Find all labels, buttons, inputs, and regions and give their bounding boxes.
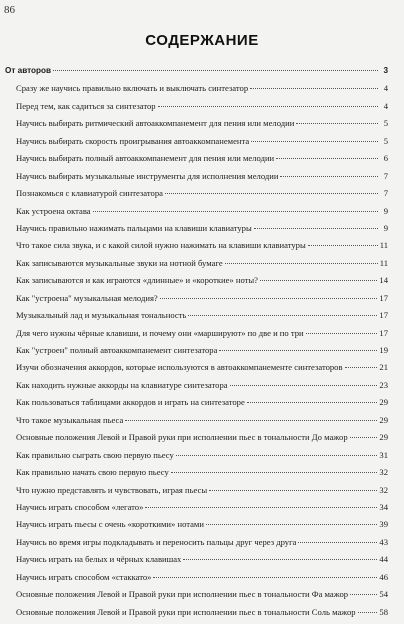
toc-entry-page: 21 — [379, 362, 388, 373]
toc-entry-title: Как правильно начать свою первую пьесу — [16, 467, 169, 478]
toc-entry-title: Научись выбирать скорость проигрывания автоаккомпанемента — [16, 135, 250, 146]
toc-entry-title: Научись выбирать музыкальные инструменты для исполнения мелодии — [16, 170, 279, 181]
toc-entry-page: 14 — [379, 275, 388, 286]
toc-entry-title: Как записываются и как играются «длинные» и «короткие» ноты? — [16, 275, 258, 286]
toc-entry-title: От авторов — [5, 66, 52, 75]
toc-entry-title: Перед тем, как садиться за синтезатор — [16, 100, 156, 111]
toc-dot-leader — [158, 106, 378, 107]
toc-entry — [5, 136, 388, 153]
toc-entry — [5, 223, 388, 240]
toc-entry-page: 29 — [379, 397, 388, 408]
toc-entry-page: 6 — [383, 153, 388, 164]
page-title: СОДЕРЖАНИЕ — [145, 32, 259, 49]
toc-entry-page: 3 — [383, 66, 388, 75]
toc-dot-leader — [145, 507, 377, 508]
toc-entry — [5, 101, 388, 118]
toc-entry — [5, 537, 388, 554]
toc-dot-leader — [160, 298, 378, 299]
toc-entry — [5, 572, 388, 589]
toc-entry — [5, 206, 388, 223]
toc-entry — [5, 66, 388, 83]
toc-entry — [5, 554, 388, 571]
table-of-contents — [5, 66, 388, 624]
toc-dot-leader — [93, 211, 378, 212]
toc-dot-leader — [345, 367, 378, 368]
toc-dot-leader — [350, 437, 378, 438]
toc-entry-title: Для чего нужны чёрные клавиши, и почему они «маршируют» по две и по три — [16, 327, 304, 338]
toc-entry-page: 17 — [379, 292, 388, 303]
toc-dot-leader — [165, 193, 378, 194]
toc-entry-title: Как устроена октава — [16, 205, 91, 216]
toc-entry-page: 58 — [379, 606, 388, 617]
toc-dot-leader — [350, 594, 377, 595]
toc-entry — [5, 467, 388, 484]
toc-entry — [5, 275, 388, 292]
toc-entry-page: 7 — [383, 170, 388, 181]
toc-entry — [5, 83, 388, 100]
toc-entry-title: Что такое сила звука, и с какой силой нужно нажимать на клавиши клавиатуры — [16, 240, 306, 251]
toc-dot-leader — [219, 350, 377, 351]
toc-dot-leader — [298, 542, 377, 543]
toc-dot-leader — [250, 88, 378, 89]
toc-entry-title: Как "устроен" полный автоаккомпанемент синтезатора — [16, 345, 218, 355]
toc-entry-title: Научись выбирать полный автоаккомпанемент для пения или мелодии — [16, 153, 275, 164]
toc-dot-leader — [251, 141, 378, 142]
toc-entry — [5, 293, 388, 310]
toc-entry — [5, 118, 388, 135]
toc-entry-title: Научись играть на белых и чёрных клавишах — [16, 554, 182, 565]
toc-entry-page: 9 — [383, 205, 388, 216]
toc-dot-leader — [53, 70, 378, 71]
toc-entry — [5, 328, 388, 345]
toc-entry-page: 29 — [379, 432, 388, 443]
toc-entry-page: 32 — [379, 467, 388, 478]
toc-dot-leader — [358, 612, 378, 613]
toc-entry-title: Научись правильно нажимать пальцами на клавиши клавиатуры — [16, 222, 252, 233]
toc-entry-title: Как пользоваться таблицами аккордов и играть на синтезаторе — [16, 397, 245, 408]
toc-entry-title: Научись выбирать ритмический автоаккомпанемент для пения или мелодии — [16, 118, 295, 129]
toc-entry-title: Основные положения Левой и Правой руки при исполнении пьес в тональности Фа мажор — [16, 589, 349, 600]
toc-dot-leader — [260, 280, 377, 281]
toc-entry — [5, 397, 388, 414]
toc-entry-page: 4 — [383, 83, 388, 94]
toc-entry-title: Познакомься с клавиатурой синтезатора — [16, 188, 163, 199]
toc-entry-page: 29 — [379, 414, 388, 425]
toc-entry — [5, 589, 388, 606]
toc-dot-leader — [247, 402, 378, 403]
toc-entry — [5, 380, 388, 397]
toc-entry-title: Как находить нужные аккорды на клавиатуре синтезатора — [16, 379, 228, 390]
toc-entry-page: 17 — [379, 310, 388, 321]
toc-entry-title: Научись играть способом «легато» — [16, 501, 144, 512]
toc-entry — [5, 415, 388, 432]
toc-entry — [5, 519, 388, 536]
toc-dot-leader — [280, 176, 378, 177]
toc-entry — [5, 310, 388, 327]
toc-entry-title: Как "устроена" музыкальная мелодия? — [16, 292, 158, 303]
toc-dot-leader — [230, 385, 378, 386]
toc-dot-leader — [171, 472, 378, 473]
toc-dot-leader — [225, 263, 378, 264]
toc-entry-page: 43 — [379, 536, 388, 547]
page-number: 86 — [4, 4, 15, 16]
toc-dot-leader — [296, 123, 378, 124]
toc-entry-title: Научись играть способом «стаккато» — [16, 571, 152, 582]
toc-entry-title: Научись играть пьесы с очень «короткими» нотами — [16, 519, 204, 530]
toc-dot-leader — [206, 524, 377, 525]
toc-dot-leader — [209, 490, 377, 491]
toc-entry — [5, 607, 388, 624]
toc-entry-page: 7 — [383, 188, 388, 199]
toc-entry-title: Основные положения Левой и Правой руки при исполнении пьес в тональности До мажор — [16, 432, 348, 443]
toc-entry — [5, 171, 388, 188]
toc-entry-page: 31 — [379, 449, 388, 460]
toc-entry — [5, 362, 388, 379]
toc-dot-leader — [183, 559, 377, 560]
toc-entry-title: Музыкальный лад и музыкальная тональность — [16, 310, 187, 321]
toc-entry-title: Основные положения Левой и Правой руки при исполнении пьес в тональности Соль мажор — [16, 606, 356, 617]
toc-entry-page: 44 — [379, 554, 388, 565]
toc-entry-page: 54 — [379, 589, 388, 600]
toc-entry-page: 11 — [379, 257, 388, 268]
toc-entry-page: 5 — [383, 135, 388, 146]
toc-entry — [5, 258, 388, 275]
toc-entry-page: 46 — [379, 571, 388, 582]
toc-entry-title: Изучи обозначения аккордов, которые используются в автоаккомпанементе синтезаторов — [16, 362, 343, 373]
toc-entry-page: 11 — [379, 240, 388, 251]
toc-entry-page: 34 — [379, 501, 388, 512]
toc-dot-leader — [254, 228, 378, 229]
toc-dot-leader — [306, 333, 378, 334]
toc-entry-page: 32 — [379, 484, 388, 495]
toc-entry — [5, 450, 388, 467]
toc-entry-title: Как записываются музыкальные звуки на нотной бумаге — [16, 257, 223, 268]
toc-entry-page: 17 — [379, 327, 388, 338]
toc-entry — [5, 240, 388, 257]
toc-entry — [5, 345, 388, 362]
toc-entry-title: Что нужно представлять и чувствовать, играя пьесы — [16, 484, 208, 495]
toc-entry — [5, 485, 388, 502]
toc-entry-page: 9 — [383, 222, 388, 233]
toc-dot-leader — [125, 420, 377, 421]
toc-dot-leader — [276, 158, 378, 159]
toc-entry-title: Сразу же научись правильно включать и выключать синтезатор — [16, 83, 249, 94]
toc-entry-title: Научись во время игры подкладывать и переносить пальцы друг через друга — [16, 536, 297, 547]
toc-dot-leader — [308, 245, 378, 246]
toc-entry — [5, 432, 388, 449]
toc-dot-leader — [188, 315, 377, 316]
toc-entry — [5, 188, 388, 205]
toc-entry-title: Как правильно сыграть свою первую пьесу — [16, 449, 174, 460]
toc-entry — [5, 153, 388, 170]
toc-entry-page: 19 — [379, 345, 388, 355]
toc-entry — [5, 502, 388, 519]
toc-entry-page: 23 — [379, 379, 388, 390]
toc-dot-leader — [176, 455, 378, 456]
toc-entry-page: 39 — [379, 519, 388, 530]
toc-entry-page: 4 — [383, 100, 388, 111]
toc-entry-page: 5 — [383, 118, 388, 129]
toc-dot-leader — [153, 577, 377, 578]
toc-entry-title: Что такое музыкальная пьеса — [16, 414, 124, 425]
